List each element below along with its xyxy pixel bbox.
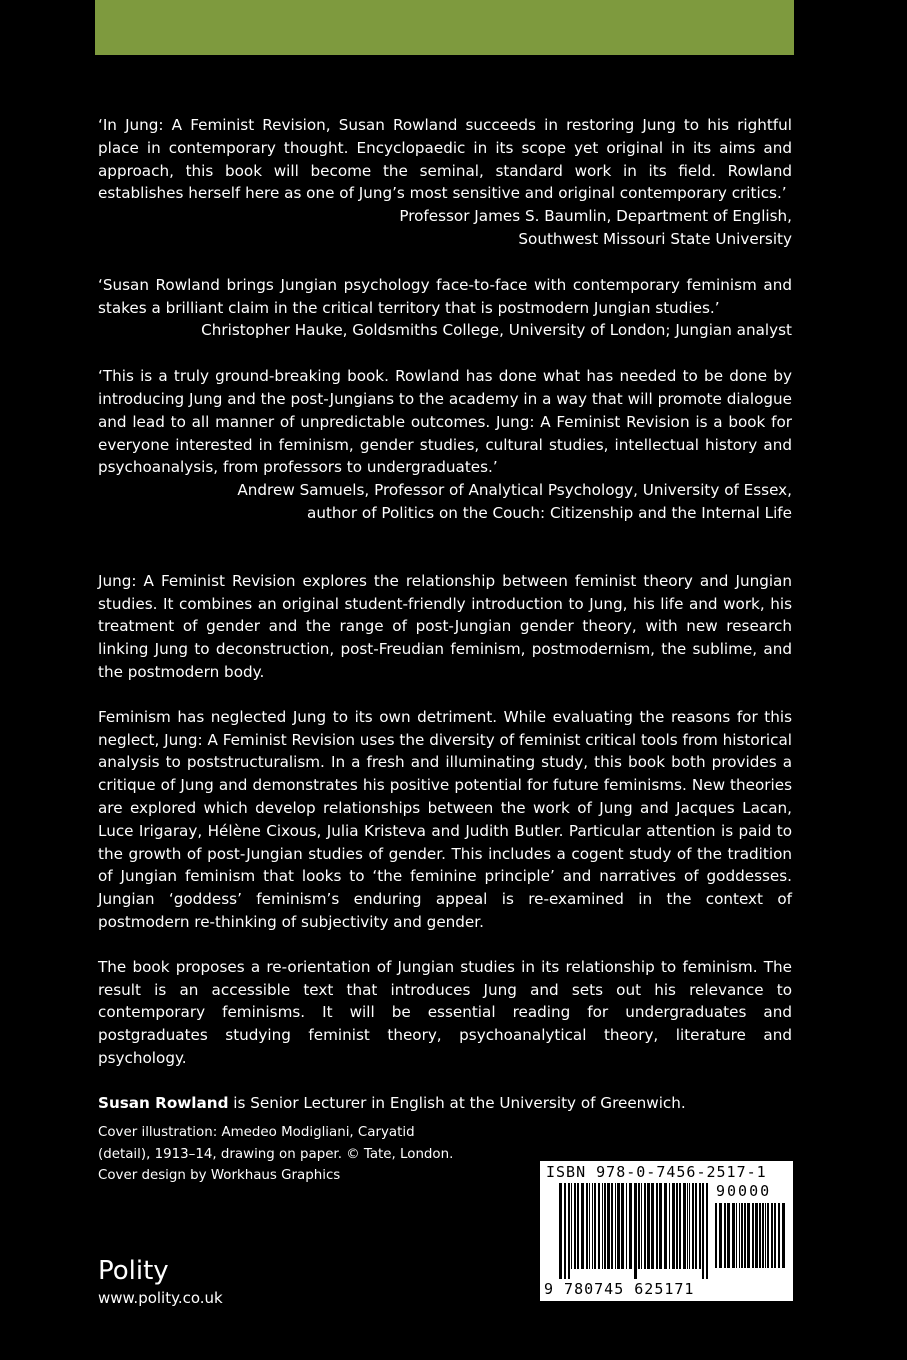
barcode-bar (592, 1183, 593, 1269)
barcode-bar (715, 1203, 717, 1268)
barcode-bar (741, 1203, 743, 1268)
quote-attribution (98, 319, 792, 342)
addon-barcode-bars (715, 1203, 785, 1283)
publisher-name: Polity (98, 1256, 169, 1286)
barcode-bar (702, 1183, 704, 1279)
author-bio (98, 1092, 792, 1115)
barcode-bar (644, 1183, 646, 1269)
barcode-bar (689, 1183, 690, 1269)
barcode-bar (586, 1183, 588, 1269)
description-paragraph: Jung: A Feminist Revision explores the relationship between feminist theory and Jungian studies. It combines an original student-friendly introduction to Jung, his life and work, his treatment of gender and the range of post-Jungian gender theory, with new research linking Jung to deconstruction, post-Freudian feminism, postmodernism, the sublime, and the postmodern body. (98, 571, 792, 681)
barcode-bar (727, 1203, 730, 1268)
barcode-bar (577, 1183, 579, 1269)
barcode-bar (669, 1183, 670, 1269)
review-quote-1 (98, 114, 792, 251)
quote-attribution (98, 479, 792, 525)
attribution-line: author of Politics on the Couch: Citizenship and the Internal Life (307, 503, 792, 522)
publisher-url: www.polity.co.uk (98, 1289, 223, 1307)
barcode-bar (771, 1203, 773, 1268)
barcode-bar (638, 1183, 640, 1269)
barcode-bar (732, 1203, 735, 1268)
ean-barcode-bars (559, 1183, 709, 1279)
barcode-bar (568, 1183, 570, 1279)
barcode-bar (739, 1203, 740, 1268)
barcode-bar (559, 1183, 562, 1279)
barcode-bar (629, 1183, 632, 1269)
quote-text: ‘Susan Rowland brings Jungian psychology face-to-face with contemporary feminism and stakes a brilliant claim in the critical territory that is postmodern Jungian studies.’ (98, 275, 792, 317)
credit-line: Cover design by Workhaus Graphics (98, 1168, 341, 1183)
quote-text: ‘In Jung: A Feminist Revision, Susan Rowland succeeds in restoring Jung to his rightful place in contemporary thought. Encyclopaedic in its scope yet original in its aims and approach, this book will become the seminal, standard work in its field. Rowland establishes herself here as one of Jung’s most sensitive and original contemporary critics.’ (98, 116, 792, 203)
barcode-bar (679, 1183, 681, 1269)
quote-text: ‘This is a truly ground-breaking book. Rowland has done what has needed to be done by introducing Jung and the post-Jungians to the academy in a way that will promote dialogue and lead to all manner of unpredictable outcomes. Jung: A Feminist Revision is a book for everyone interested in feminism, gender studies, cultural studies, intellectual history and psychoanalysis, from professors to undergraduates.’ (98, 367, 792, 477)
barcode-bar (617, 1183, 620, 1269)
barcode-bar (621, 1183, 624, 1269)
isbn-label: ISBN 978-0-7456-2517-1 (546, 1163, 767, 1181)
barcode-bar (692, 1183, 694, 1269)
barcode-bar (656, 1183, 658, 1269)
barcode-bar (659, 1183, 662, 1269)
barcode-bar (574, 1183, 576, 1269)
barcode-bar (664, 1183, 667, 1269)
barcode-bar (759, 1203, 761, 1268)
barcode-bar (695, 1183, 697, 1269)
barcode-bar (683, 1183, 686, 1269)
barcode-bar (611, 1183, 613, 1269)
barcode-bar (607, 1183, 610, 1269)
barcode-bar (571, 1183, 572, 1269)
barcode-bar (724, 1203, 726, 1268)
barcode-bar (755, 1203, 758, 1268)
attribution-line: Southwest Missouri State University (518, 229, 792, 248)
credit-line: Cover illustration: Amedeo Modigliani, Caryatid (98, 1125, 415, 1140)
barcode-bar (719, 1203, 722, 1268)
barcode-bar (744, 1203, 746, 1268)
cover-credits (98, 1122, 518, 1187)
barcode-bar (765, 1203, 766, 1268)
top-accent-band (95, 0, 794, 55)
review-quote-2 (98, 274, 792, 342)
barcode-bar (687, 1183, 688, 1269)
barcode-bar (782, 1203, 785, 1268)
barcode-bar (676, 1183, 678, 1269)
barcode-bar (602, 1183, 603, 1269)
credit-line: (detail), 1913–14, drawing on paper. © Tate, London. (98, 1146, 454, 1162)
review-quote-3 (98, 365, 792, 525)
barcode-bar (604, 1183, 606, 1269)
author-name: Susan Rowland (98, 1093, 229, 1112)
attribution-line: Professor James S. Baumlin, Department of English, (399, 207, 792, 226)
quote-attribution (98, 205, 792, 251)
barcode-bar (774, 1203, 776, 1268)
author-bio-text: is Senior Lecturer in English at the University of Greenwich. (228, 1093, 686, 1112)
barcode-bar (651, 1183, 654, 1269)
barcode-bar (699, 1183, 701, 1269)
barcode-bar (647, 1183, 650, 1269)
back-cover-text (98, 114, 792, 1114)
barcode-bar (762, 1203, 764, 1268)
barcode-bar (672, 1183, 675, 1269)
addon-number: 90000 (716, 1182, 772, 1200)
isbn-barcode (540, 1161, 793, 1301)
barcode-bar (615, 1183, 616, 1269)
barcode-bar (598, 1183, 600, 1269)
barcode-bar (767, 1203, 769, 1268)
barcode-bar (564, 1183, 566, 1279)
barcode-bar (589, 1183, 590, 1269)
barcode-bar (747, 1203, 750, 1268)
attribution-line: Christopher Hauke, Goldsmiths College, University of London; Jungian analyst (201, 321, 792, 340)
barcode-bar (581, 1183, 584, 1269)
barcode-bar (736, 1203, 737, 1268)
barcode-bar (778, 1203, 780, 1268)
attribution-line: Andrew Samuels, Professor of Analytical Psychology, University of Essex, (237, 481, 792, 500)
ean-number: 9 780745 625171 (544, 1280, 695, 1298)
barcode-bar (641, 1183, 642, 1269)
barcode-bar (634, 1183, 637, 1279)
description-paragraph: The book proposes a re-orientation of Jungian studies in its relationship to feminism. The result is an accessible text that introduces Jung and sets out his relevance to contemporary feminisms. It will be essential reading for undergraduates and postgraduates studying feminist theory, psychoanalytical theory, literature and psychology. (98, 957, 792, 1067)
barcode-bar (706, 1183, 708, 1279)
barcode-bar (594, 1183, 596, 1269)
publisher-block (98, 1254, 223, 1308)
barcode-bar (626, 1183, 627, 1269)
barcode-bar (752, 1203, 754, 1268)
description-paragraph: Feminism has neglected Jung to its own detriment. While evaluating the reasons for this neglect, Jung: A Feminist Revision uses the diversity of feminist critical tools from historical analysis to poststructuralism. In a fresh and illuminating study, this book both provides a critique of Jung and demonstrates his positive potential for future feminisms. New theories are explored which develop relationships between the work of Jung and Jacques Lacan, Luce Irigaray, Hélène Cixous, Julia Kristeva and Judith Butler. Particular attention is paid to the growth of post-Jungian studies of gender. This includes a cogent study of the tradition of Jungian feminism that looks to ‘the feminine principle’ and narratives of goddesses. Jungian ‘goddess’ feminism’s enduring appeal is re-examined in the context of postmodern re-thinking of subjectivity and gender. (98, 707, 792, 931)
